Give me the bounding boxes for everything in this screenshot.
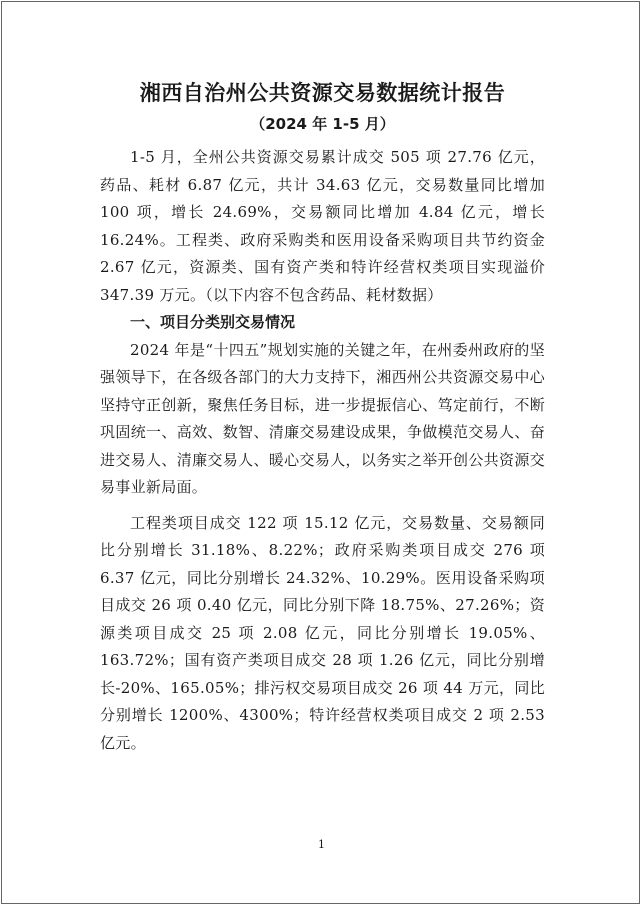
document-body [100, 78, 545, 757]
document-subtitle: （2024 年 1-5 月） [250, 115, 395, 133]
section-heading: 一、项目分类别交易情况 [130, 313, 296, 331]
section-paragraph-1: 2024 年是“十四五”规划实施的关键之年，在州委州政府的坚强领导下，在各级各部门的大力支持下，湘西州公共资源交易中心坚持守正创新，聚焦任务目标，进一步提振信心、笃定前行，不断巩固统一、高效、数智、清廉交易建设成果，争做模范交易人、奋进交易人、清廉交易人、暖心交易人，以务实之举开创公共资源交易事业新局面。 [100, 340, 545, 496]
document-title: 湘西自治州公共资源交易数据统计报告 [139, 81, 506, 105]
page-number: 1 [318, 838, 325, 851]
intro-paragraph: 1-5 月，全州公共资源交易累计成交 505 项 27.76 亿元，药品、耗材 6.87 亿元，共计 34.63 亿元，交易数量同比增加 100 项，增长 24.69%，交易额同比增加 4.84 亿元，增长 16.24%。工程类、政府采购类和医用设备采购项目共节约资金 2.67 亿元，资源类、国有资产类和特许经营权类项目实现溢价 347.39 万元。（以下内容不包含药品、耗材数据） [100, 148, 545, 304]
section-paragraph-2: 工程类项目成交 122 项 15.12 亿元，交易数量、交易额同比分别增长 31.18%、8.22%；政府采购类项目成交 276 项 6.37 亿元，同比分别增长 24.32%、10.29%。医用设备采购项目成交 26 项 0.40 亿元，同比分别下降 18.75%、27.26%；资源类项目成交 25 项 2.08 亿元，同比分别增长 19.05%、163.72%；国有资产类项目成交 28 项 1.26 亿元，同比分别增长-20%、165.05%；排污权交易项目成交 26 项 44 万元，同比分别增长 1200%、4300%；特许经营权类项目成交 2 项 2.53 亿元。 [100, 513, 545, 752]
